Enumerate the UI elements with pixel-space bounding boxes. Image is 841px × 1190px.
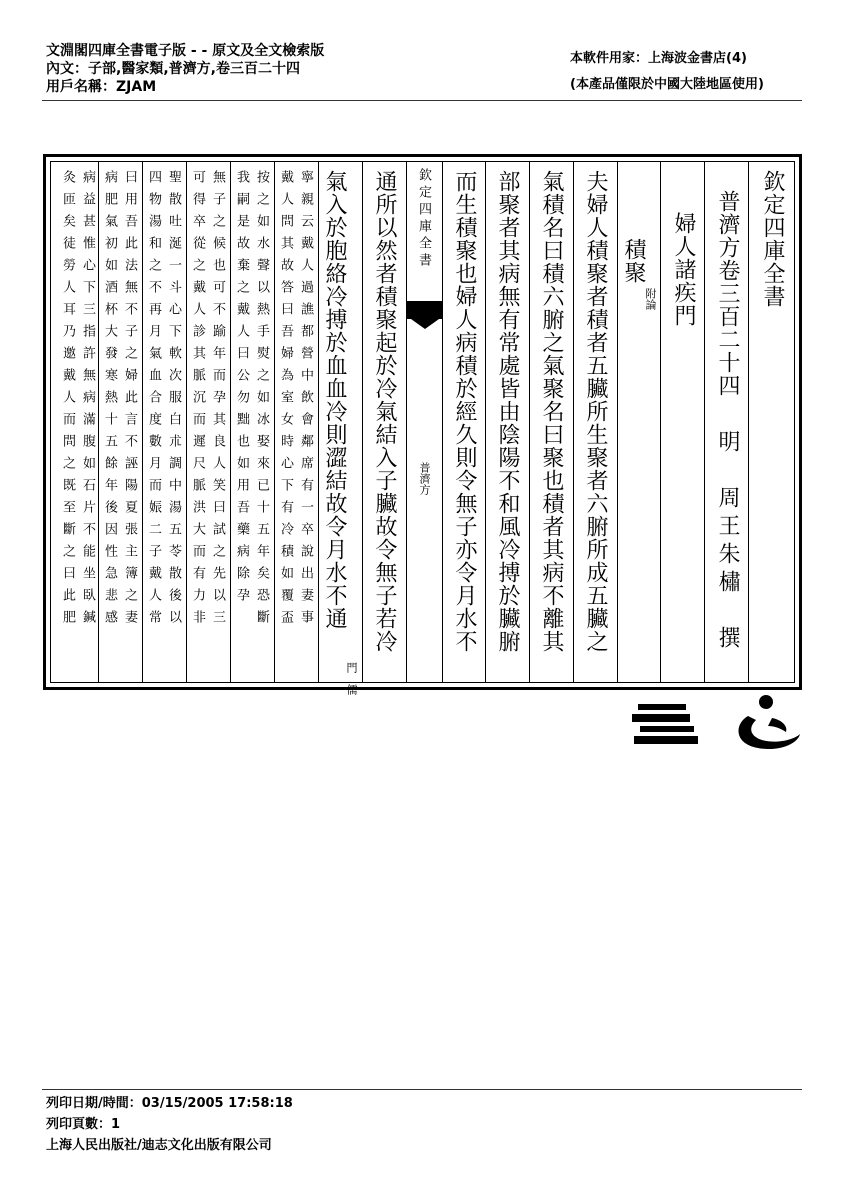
small-text-line: 可得卒從之戴人診其脈沉而遲尺脈洪大而有力非 <box>190 170 205 632</box>
small-text-line: 灸匝矣徒勞人耳乃邀戴人而問之既至斷之曰此肥 <box>60 170 75 632</box>
text-line: 夫婦人積聚者積者五臟所生聚者六腑所成五臟之 <box>583 170 608 653</box>
header-licensee: 本軟件用家：上海波金書店(4) <box>570 51 747 66</box>
text-line-tail: 門 儒 <box>345 662 358 695</box>
header-user: 用戶名稱：ZJAM <box>46 79 157 95</box>
small-text-cell <box>98 162 143 682</box>
small-text-line: 聖散吐涎一斗心下軟次服白朮調中湯五苓散後以 <box>166 170 181 632</box>
text-line: 氣積名曰積六腑之氣聚名曰聚也積者其病不離其 <box>539 170 564 653</box>
text-column <box>318 162 363 695</box>
page-inner-border <box>50 161 795 695</box>
header-region-note: (本產品僅限於中國大陸地區使用) <box>570 77 764 92</box>
text-column <box>362 162 407 682</box>
logo-swirl-icon <box>728 694 804 752</box>
text-line: 而生積聚也婦人病積於經久則令無子亦令月水不 <box>452 170 477 653</box>
small-text-line: 病肥氣初如酒杯大發寒熱十五餘年後因性急悲感 <box>102 170 117 632</box>
small-text-line: 曰用吾此法無不子之婦此言不誣陽夏張主簿之妻 <box>122 170 137 632</box>
author-text: 明 周王朱橚 撰 <box>715 430 740 654</box>
text-line: 氣入於胞絡冷搏於血血冷則澀結故令月水不通 <box>322 170 347 630</box>
small-text-cell <box>54 162 101 682</box>
small-text-line: 寧親云戴人過譙都營中飲會鄰席有一卒說出妻事 <box>298 170 313 632</box>
center-book-name: 普濟方 <box>418 462 431 495</box>
text-line: 部聚者其病無有常處皆由陰陽不和風冷搏於臟腑 <box>495 170 520 653</box>
header-title: 文淵閣四庫全書電子版 - - 原文及全文檢索版 <box>46 43 325 59</box>
text-column <box>529 162 574 682</box>
footer <box>46 1093 293 1156</box>
topic-note-text: 附論 <box>644 288 657 310</box>
column-topic <box>617 162 661 682</box>
text-column <box>442 162 486 682</box>
footer-rule <box>42 1089 802 1090</box>
topic-title-text: 積聚 <box>621 238 646 284</box>
fish-tail-mark <box>407 301 443 319</box>
small-text-line: 無子之候也可不踰年而孕其良人笑曰試之先以三 <box>210 170 225 632</box>
small-text-line: 我嗣是故棄之戴人曰公勿黜也如用吾藥病除孕 <box>234 170 249 610</box>
header-rule <box>42 100 802 101</box>
small-text-cell <box>230 162 275 682</box>
small-text-cell <box>274 162 319 682</box>
small-text-line: 按之如水聲以熱手熨之如冰娶來已十五年矣恐斷 <box>254 170 269 632</box>
print-datetime: 列印日期/時間：03/15/2005 17:58:18 <box>46 1096 293 1111</box>
header-right <box>570 46 810 98</box>
header-content-path: 內文：子部,醫家類,普濟方,卷三百二十四 <box>46 61 300 77</box>
print-pages: 列印頁數：1 <box>46 1117 121 1132</box>
publisher-logo <box>632 700 712 750</box>
small-text-line: 病益甚惟心下三指許無病滿腹如石片不能坐臥鍼 <box>80 170 95 632</box>
small-text-cell <box>142 162 187 682</box>
text-column <box>573 162 618 682</box>
small-text-line: 戴人問其故答曰吾婦為室女時心下有冷積如覆盃 <box>278 170 293 632</box>
center-fold-column <box>406 162 443 682</box>
text-column <box>485 162 530 682</box>
book-title-text: 欽定四庫全書 <box>760 170 785 308</box>
column-section <box>660 162 705 682</box>
center-book-title: 欽定四庫全書 <box>416 168 431 270</box>
text-line: 通所以然者積聚起於冷氣結入子臟故令無子若冷 <box>372 170 397 653</box>
small-text-line: 四物湯和之不再月氣血合度數月而娠二子戴人常 <box>146 170 161 632</box>
publisher-seal <box>728 694 804 756</box>
logo-bars-icon <box>632 700 712 746</box>
page-frame <box>43 154 802 695</box>
publisher-line: 上海人民出版社/迪志文化出版有限公司 <box>46 1138 272 1153</box>
column-book-title <box>748 162 799 682</box>
volume-title-text: 普濟方卷三百二十四 <box>715 190 740 397</box>
column-volume <box>704 162 749 682</box>
section-title-text: 婦人諸疾門 <box>671 212 696 327</box>
small-text-cell <box>186 162 231 682</box>
header-left <box>46 42 466 96</box>
